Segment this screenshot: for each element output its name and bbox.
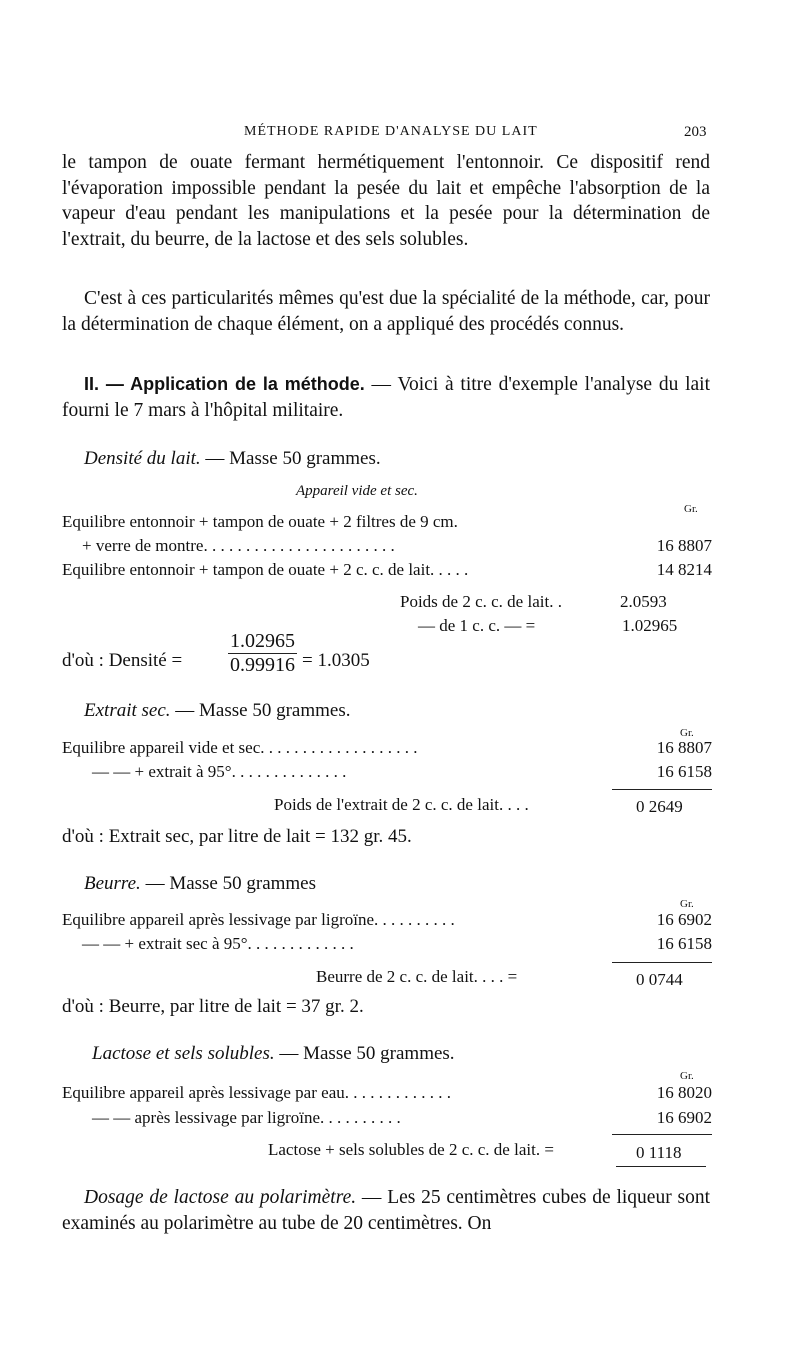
- section-2: [62, 372, 710, 423]
- row-value: 14 8214: [656, 560, 712, 579]
- row-value: 16 8807: [656, 738, 712, 757]
- section-2-heading: II. — Application de la méthode.: [84, 374, 365, 394]
- beurre-result-label: Beurre de 2 c. c. de lait. . . . =: [316, 967, 518, 986]
- row-label: Equilibre entonnoir + tampon de ouate + 2 filtres de 9 cm.: [62, 512, 458, 531]
- densite-result-1-label: Poids de 2 c. c. de lait. .: [400, 592, 562, 611]
- densite-fraction: [228, 630, 297, 677]
- sum-rule: [612, 962, 712, 963]
- beurre-row: [62, 934, 712, 956]
- dosage-paragraph: [62, 1185, 710, 1236]
- row-label: Equilibre appareil vide et sec. . . . . . . . . . . . . . . . . . .: [62, 738, 418, 757]
- extrait-heading: [84, 700, 350, 722]
- extrait-title: Extrait sec.: [84, 700, 171, 721]
- row-label: Equilibre appareil après lessivage par eau. . . . . . . . . . . . .: [62, 1083, 451, 1102]
- extrait-result-label: Poids de l'extrait de 2 c. c. de lait. . . .: [274, 795, 529, 814]
- lactose-result-label: Lactose + sels solubles de 2 c. c. de lait. =: [268, 1140, 554, 1159]
- densite-mass: — Masse 50 grammes.: [200, 448, 381, 469]
- intro-paragraph-2-text: C'est à ces particularités mêmes qu'est due la spécialité de la méthode, car, pour la détermination de chaque élément, on a appliqué des procédés connus.: [62, 288, 710, 335]
- densite-row: [62, 560, 712, 582]
- row-label: + verre de montre. . . . . . . . . . . . . . . . . . . . . . .: [82, 536, 395, 555]
- fraction-numerator: 1.02965: [230, 630, 295, 652]
- lactose-row: [62, 1083, 712, 1105]
- beurre-row: [62, 910, 712, 932]
- densite-row: [62, 536, 712, 558]
- row-value: 16 8807: [656, 536, 712, 555]
- densite-result-2-value: 1.02965: [622, 616, 678, 635]
- densite-row: [62, 512, 712, 534]
- row-label: Equilibre entonnoir + tampon de ouate + 2 c. c. de lait. . . . .: [62, 560, 469, 579]
- densite-subtitle: Appareil vide et sec.: [296, 483, 418, 499]
- lactose-heading: [92, 1043, 455, 1065]
- intro-paragraph-2: [62, 286, 710, 337]
- beurre-conclusion: d'où : Beurre, par litre de lait = 37 gr. 2.: [62, 996, 364, 1017]
- extrait-mass: — Masse 50 grammes.: [170, 700, 351, 721]
- row-value: 16 6902: [656, 1108, 712, 1127]
- extrait-conclusion: d'où : Extrait sec, par litre de lait = 132 gr. 45.: [62, 826, 412, 847]
- densite-heading: [84, 448, 381, 470]
- row-label: — — + extrait à 95°. . . . . . . . . . . . . .: [92, 762, 347, 781]
- beurre-title: Beurre.: [84, 873, 141, 894]
- densite-formula-prefix: d'où : Densité =: [62, 650, 183, 671]
- sum-rule: [616, 1166, 706, 1167]
- section-2-text: — Voici à titre d'exemple l'analyse du lait fourni le 7 mars à l'hôpital militaire.: [62, 374, 710, 421]
- beurre-heading: [84, 873, 316, 895]
- sum-rule: [612, 1134, 712, 1135]
- densite-unit: Gr.: [684, 503, 698, 515]
- beurre-unit: Gr.: [680, 898, 694, 910]
- dosage-title: Dosage de lactose au polarimètre.: [84, 1187, 357, 1208]
- lactose-result-value: 0 1118: [636, 1143, 682, 1162]
- row-label: — — après lessivage par ligroïne. . . . . . . . . .: [92, 1108, 401, 1127]
- densite-result-2-label: — de 1 c. c. — =: [418, 616, 536, 635]
- row-value: 16 6158: [656, 934, 712, 953]
- lactose-row: [62, 1108, 712, 1130]
- densite-result-1-value: 2.0593: [620, 592, 667, 611]
- row-value: 16 8020: [656, 1083, 712, 1102]
- fraction-denominator: 0.99916: [230, 654, 295, 676]
- lactose-unit: Gr.: [680, 1070, 694, 1082]
- extrait-result-value: 0 2649: [636, 797, 683, 816]
- densite-title: Densité du lait.: [84, 448, 201, 469]
- running-title: MÉTHODE RAPIDE D'ANALYSE DU LAIT: [244, 124, 538, 139]
- lactose-title: Lactose et sels solubles.: [92, 1043, 275, 1064]
- row-label: — — + extrait sec à 95°. . . . . . . . . . . . .: [82, 934, 354, 953]
- lactose-mass: — Masse 50 grammes.: [274, 1043, 455, 1064]
- beurre-result-value: 0 0744: [636, 970, 683, 989]
- page-number: 203: [684, 124, 707, 140]
- row-value: 16 6158: [656, 762, 712, 781]
- sum-rule: [612, 789, 712, 790]
- extrait-row: [62, 762, 712, 784]
- extrait-row: [62, 738, 712, 760]
- beurre-mass: — Masse 50 grammes: [140, 873, 317, 894]
- row-label: Equilibre appareil après lessivage par ligroïne. . . . . . . . . .: [62, 910, 455, 929]
- densite-formula-result: = 1.0305: [302, 650, 370, 671]
- extrait-unit: Gr.: [680, 727, 694, 739]
- intro-paragraph-1: le tampon de ouate fermant hermétiquement l'entonnoir. Ce dispositif rend l'évaporation impossible pendant la pesée du lait et empêche l'absorption de la vapeur d'eau pendant les manipulations et la pesée pour la détermination de l'extrait, du beurre, de la lactose et des sels solubles.: [62, 152, 710, 250]
- dosage-text: — Les 25 centimètres cubes de liqueur sont examinés au polarimètre au tube de 20 centimètres. On: [62, 1187, 710, 1234]
- row-value: 16 6902: [656, 910, 712, 929]
